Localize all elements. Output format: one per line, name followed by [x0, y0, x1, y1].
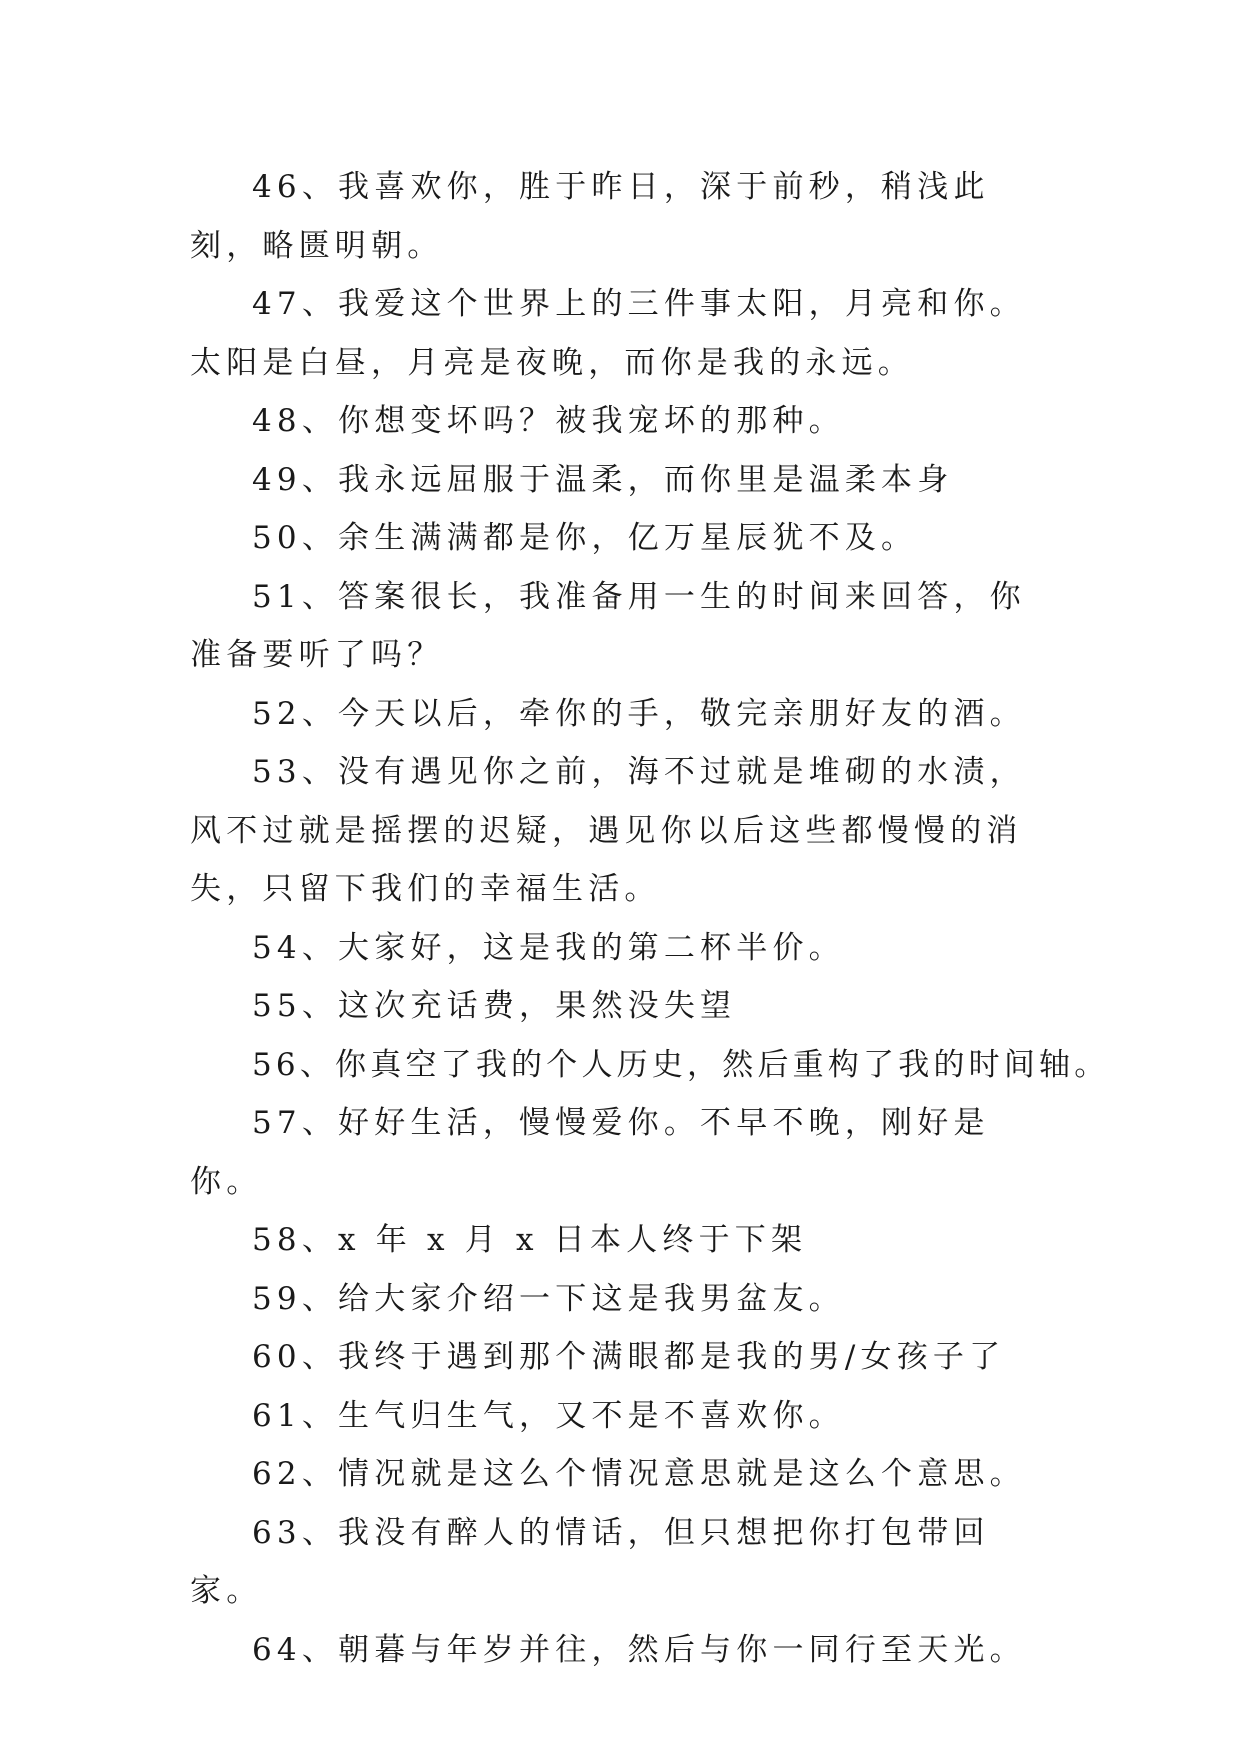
paragraph-54: 54、大家好，这是我的第二杯半价。: [252, 929, 845, 966]
paragraph-57: 57、好好生活，慢慢爱你。不早不晚，刚好是你。: [190, 1105, 990, 1200]
paragraph-48: 48、你想变坏吗？被我宠坏的那种。: [252, 403, 845, 439]
paragraph-64: 64、朝暮与年岁并往，然后与你一同行至天光。: [252, 1631, 1026, 1668]
document-body: [190, 158, 1110, 1679]
paragraph-46: 46、我喜欢你，胜于昨日，深于前秒，稍浅此刻，略匮明朝。: [190, 169, 990, 264]
paragraph-60: 60、我终于遇到那个满眼都是我的男/女孩子了: [252, 1339, 1006, 1375]
paragraph-51: 51、答案很长，我准备用一生的时间来回答，你准备要听了吗？: [190, 578, 1026, 673]
paragraph-52: 52、今天以后，牵你的手，敬完亲朋好友的酒。: [252, 695, 1026, 732]
paragraph-62: 62、情况就是这么个情况意思就是这么个意思。: [252, 1456, 1026, 1492]
paragraph-55: 55、这次充话费，果然没失望: [252, 988, 737, 1024]
paragraph-53: 53、没有遇见你之前，海不过就是堆砌的水渍，风不过就是摇摆的迟疑，遇见你以后这些都慢慢的消失，只留下我们的幸福生活。: [190, 754, 1026, 907]
paragraph-50: 50、余生满满都是你，亿万星辰犹不及。: [252, 520, 918, 556]
paragraph-56: 56、你真空了我的个人历史，然后重构了我的时间轴。: [252, 1046, 1110, 1083]
paragraph-58: 58、x 年 x 月 x 日本人终于下架: [252, 1222, 808, 1258]
paragraph-47: 47、我爱这个世界上的三件事太阳，月亮和你。太阳是白昼，月亮是夜晚，而你是我的永远。: [190, 286, 1026, 381]
paragraph-59: 59、给大家介绍一下这是我男盆友。: [252, 1280, 845, 1317]
paragraph-63: 63、我没有醉人的情话，但只想把你打包带回家。: [190, 1514, 990, 1609]
paragraph-61: 61、生气归生气，又不是不喜欢你。: [252, 1397, 845, 1434]
paragraph-49: 49、我永远屈服于温柔，而你里是温柔本身: [252, 461, 954, 498]
